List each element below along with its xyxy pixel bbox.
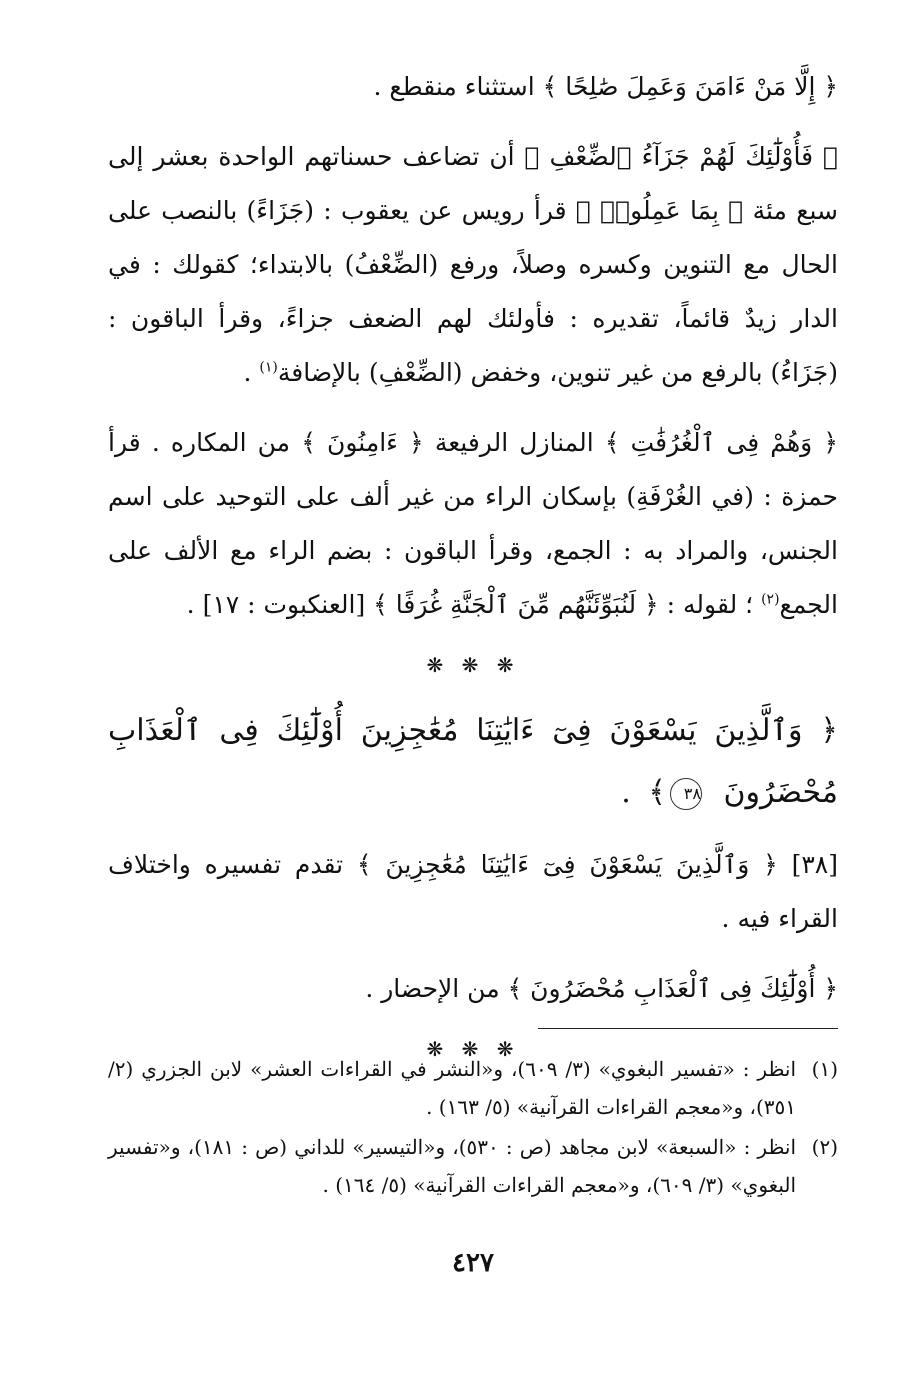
paragraph-text: تقدم تفسيره واختلاف القراء فيه . bbox=[108, 850, 838, 933]
quran-quote: ﴿ إِلَّا مَنْ ءَامَنَ وَعَمِلَ صَٰلِحًا ﴾ bbox=[542, 72, 838, 101]
surah-reference: [العنكبوت : ١٧] . bbox=[186, 590, 374, 619]
footnote-1 bbox=[108, 1050, 838, 1126]
footnote-text: انظر : «تفسير البغوي» (٣/ ٦٠٩)، و«النشر في القراءات العشر» لابن الجزري (٢/ ٣٥١)، و«معجم القراءات القرآنية» (٥/ ١٦٣) . bbox=[108, 1057, 796, 1119]
footnote-number: (٢) bbox=[811, 1135, 838, 1159]
verse-number-marker: ٣٨ bbox=[670, 778, 702, 810]
quran-quote: ﴿ فَأُوْلَٰٓئِكَ لَهُمْ جَزَآءُ ٱلضِّعْفِ ﴾ bbox=[524, 142, 839, 171]
paragraph-text: استثناء منقطع . bbox=[373, 72, 543, 101]
paragraph-3 bbox=[108, 416, 838, 632]
paragraph-text: . bbox=[243, 358, 260, 387]
paragraph-text: ؛ لقوله : bbox=[658, 590, 762, 619]
verse-block bbox=[108, 700, 838, 824]
quran-quote: ﴿ وَهُمْ فِى ٱلْغُرُفَٰتِ ﴾ bbox=[604, 428, 838, 457]
footnote-text: انظر : «السبعة» لابن مجاهد (ص : ٥٣٠)، و«التيسير» للداني (ص : ١٨١)، و«تفسير البغوي» (٣/ ٦٠٩)، و«معجم القراءات القرآنية» (٥/ ١٦٤) . bbox=[108, 1135, 796, 1197]
paragraph-text: من المكاره . قرأ حمزة : (في الغُرْفَةِ) بإسكان الراء من غير ألف على التوحيد على اسم الجنس، والمراد به : الجمع، وقرأ الباقون : بضم الراء مع الألف على الجمع bbox=[108, 428, 838, 619]
paragraph-text: من الإحضار . bbox=[365, 974, 508, 1003]
footnote-ref-1[interactable]: (١) bbox=[259, 359, 278, 376]
footnotes bbox=[108, 1050, 838, 1206]
page-number: ٤٢٧ bbox=[452, 1248, 494, 1278]
quran-quote: ﴿ أُوْلَٰٓئِكَ فِى ٱلْعَذَابِ مُحْضَرُونَ ﴾ bbox=[507, 974, 838, 1003]
verse-end: ﴾ . bbox=[621, 775, 666, 810]
commentary-2 bbox=[108, 962, 838, 1016]
footnote-ref-2[interactable]: (٢) bbox=[761, 591, 780, 608]
paragraph-2 bbox=[108, 130, 838, 400]
quran-quote: ﴿ وَٱلَّذِينَ يَسْعَوْنَ فِىٓ ءَايَٰتِنَا مُعَٰجِزِينَ ﴾ bbox=[356, 850, 778, 879]
commentary-1 bbox=[108, 838, 838, 946]
quran-quote: ﴿ لَنُبَوِّئَنَّهُم مِّنَ ٱلْجَنَّةِ غُرَفًا ﴾ bbox=[373, 590, 659, 619]
quran-quote: ﴿ بِمَا عَمِلُوا۟ ﴾ bbox=[575, 196, 744, 225]
paragraph-text: المنازل الرفيعة bbox=[423, 428, 605, 457]
verse-label: [٣٨] bbox=[777, 850, 838, 879]
paragraph-text: قرأ رويس عن يعقوب : (جَزَاءً) بالنصب على الحال مع التنوين وكسره وصلاً، ورفع (الضِّعْفُ) بالابتداء؛ كقولك : في الدار زيدٌ قائماً، تقديره : فأولئك لهم الضعف جزاءً، وقرأ الباقون : (جَزَاءُ) بالرفع من غير تنوين، وخفض (الضِّعْفِ) بالإضافة bbox=[108, 196, 838, 387]
paragraph-1 bbox=[108, 60, 838, 114]
section-separator: ❋ ❋ ❋ bbox=[426, 653, 520, 677]
footnote-divider bbox=[538, 1028, 838, 1029]
paragraph-text: أن تضاعف حسناتهم الواحدة بعشر إلى سبع مئة bbox=[108, 142, 838, 225]
footnote-2 bbox=[108, 1128, 838, 1204]
page-body bbox=[108, 60, 838, 1360]
footnote-number: (١) bbox=[811, 1057, 838, 1081]
section-separator: ❋ ❋ ❋ bbox=[426, 1037, 520, 1061]
verse-text: ﴿ وَٱلَّذِينَ يَسْعَوْنَ فِىٓ ءَايَٰتِنَا مُعَٰجِزِينَ أُوْلَٰٓئِكَ فِى ٱلْعَذَابِ مُحْضَرُونَ bbox=[108, 713, 838, 810]
quran-quote: ﴿ ءَامِنُونَ ﴾ bbox=[301, 428, 424, 457]
